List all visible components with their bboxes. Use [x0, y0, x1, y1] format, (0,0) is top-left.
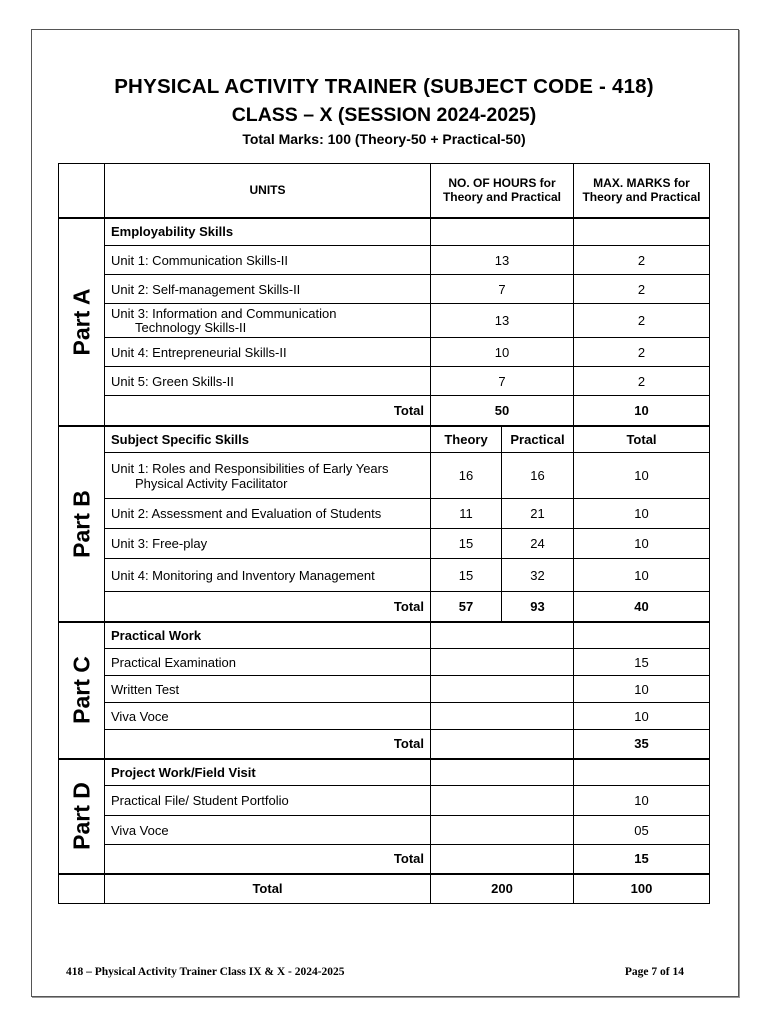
footer-page-number: Page 7 of 14 — [624, 966, 684, 978]
part-d-label: Part D — [59, 759, 105, 874]
table-row: Unit 3: Free-play 15 24 10 — [59, 529, 710, 559]
header-marks: MAX. MARKS for Theory and Practical — [574, 164, 710, 218]
table-row: Unit 1: Communication Skills-II 13 2 — [59, 246, 710, 275]
total-row: Total 57 93 40 — [59, 592, 710, 622]
table-row: Viva Voce 10 — [59, 703, 710, 730]
table-row — [59, 622, 710, 649]
table-row: Written Test 10 — [59, 676, 710, 703]
table-row: Unit 2: Self-management Skills-II 7 2 — [59, 275, 710, 304]
table-row: Unit 4: Monitoring and Inventory Management 15 32 10 — [59, 559, 710, 592]
table-row: Part B Subject Specific Skills Theory Practical Total — [59, 426, 710, 453]
part-a-label: Part A — [59, 218, 105, 426]
header-units: UNITS — [105, 164, 431, 218]
table-row: Unit 2: Assessment and Evaluation of Students 11 21 10 — [59, 499, 710, 529]
total-row: Total 50 10 — [59, 396, 710, 426]
page-title: PHYSICAL ACTIVITY TRAINER (SUBJECT CODE - 418) — [114, 75, 654, 98]
section-title: Subject Specific Skills — [105, 426, 431, 453]
total-row: Total 35 — [59, 730, 710, 759]
footer-doc-title: 418 – Physical Activity Trainer Class IX & X - 2024-2025 — [66, 966, 345, 978]
table-row — [59, 218, 710, 246]
part-c-label: Part C — [59, 622, 105, 759]
table-row: Practical File/ Student Portfolio 10 — [59, 786, 710, 816]
table-row — [59, 759, 710, 786]
table-row: Practical Examination 15 — [59, 649, 710, 676]
class-session: CLASS – X (SESSION 2024-2025) — [231, 104, 537, 126]
section-title: Employability Skills — [105, 218, 431, 246]
part-b-label: Part B — [59, 426, 105, 622]
header-empty-cell — [59, 164, 105, 218]
marks-table — [58, 163, 710, 904]
table-header-row — [59, 164, 710, 218]
table-row: Unit 1: Roles and Responsibilities of Early Years Physical Activity Facilitator 16 16 10 — [59, 453, 710, 499]
section-title: Practical Work — [105, 622, 431, 649]
total-row: Total 15 — [59, 845, 710, 874]
section-title: Project Work/Field Visit — [105, 759, 431, 786]
total-marks: Total Marks: 100 (Theory-50 + Practical-50) — [242, 131, 526, 147]
header-hours: NO. OF HOURS for Theory and Practical — [431, 164, 574, 218]
grand-total-row: Total 200 100 — [59, 874, 710, 904]
table-row: Viva Voce 05 — [59, 816, 710, 845]
table-row: Unit 5: Green Skills-II 7 2 — [59, 367, 710, 396]
table-row: Unit 3: Information and Communication Technology Skills-II 13 2 — [59, 304, 710, 338]
table-row: Unit 4: Entrepreneurial Skills-II 10 2 — [59, 338, 710, 367]
